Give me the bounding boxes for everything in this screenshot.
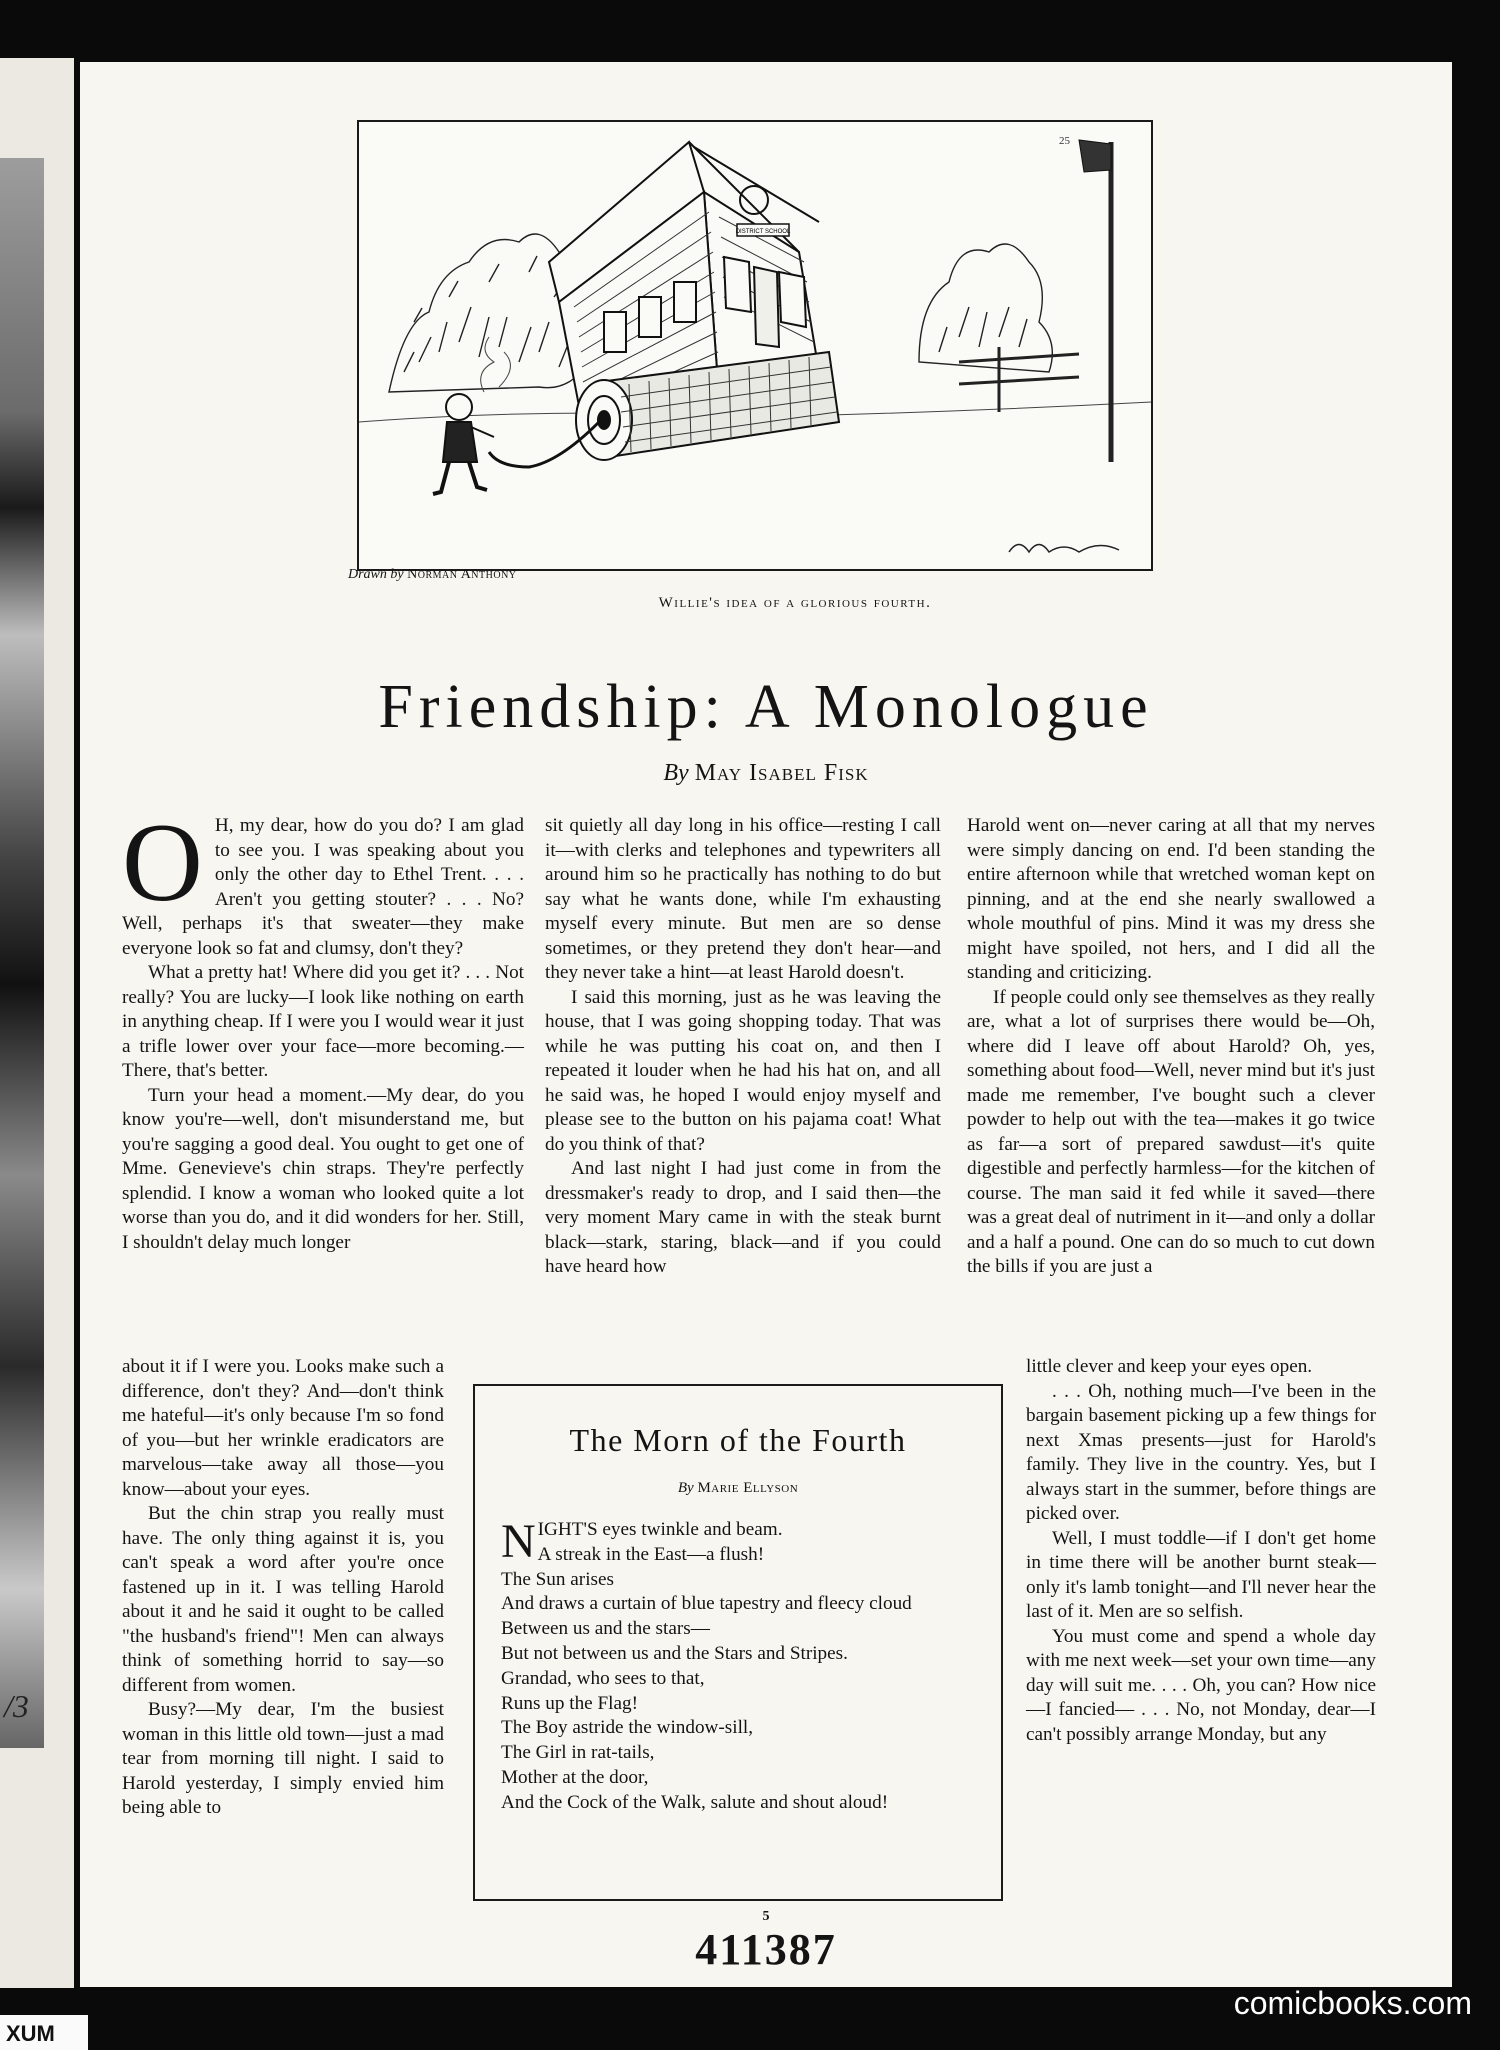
paragraph: O H, my dear, how do you do? I am glad to see you. I was speaking about you only the other day to Ethel Trent. . . . Aren't you getting stouter? . . . No? Well, perhaps it's that sweater—they make everyone look so fat and clumsy, don't they? [122,801,524,959]
paragraph: sit quietly all day long in his office—resting I call it—with clerks and telephones and typewriters all around him so he practically has nothing to do but say what he wants done, while I'm exhausting myself every minute. But men are so dense sometimes, or they pretend they don't hear—and they never take a hint—at least Harold doesn't. [545,815,941,983]
poem-line: Runs up the Flag! [501,1692,638,1714]
paragraph: little clever and keep your eyes open. [1026,1356,1313,1377]
paragraph: If people could only see themselves as they really are, what a lot of surprises there would be—Oh, where did I leave off about Harold? Oh, yes, something about food—Well, never mind but it's just made me remember, I've bought such a clever powder to help out with the tea—makes it go twice as far—a sort of prepared sawdust—it's quite digestible and perfectly harmless—for the kitchen of course. The man said it fed while it saved—there was a great deal of nutriment in it—and only a dollar and a half a pound. One can do so much to cut down the bills if you are just a [967,986,1375,1277]
poem-text [501,1515,977,1816]
poem-line: The Sun arises [501,1568,614,1590]
poem-line: And draws a curtain of blue tapestry and fleecy cloud [501,1593,912,1615]
poem-byline: By Marie Ellyson [677,1480,799,1496]
poem-title: The Morn of the Fourth [569,1422,907,1458]
previous-page-edge [0,58,74,1988]
page-number: 5 [762,1909,770,1924]
poem-box [473,1384,1003,1901]
article-column-1-continued [122,1355,444,1821]
paragraph: You must come and spend a whole day with me next week—set your own time—any day will suit me. . . . Oh, you can? How nice—I fancied— . . . No, not Monday, dear—I can't possibly arrange Monday, but any [1026,1625,1376,1745]
previous-page-photo [0,158,44,1748]
poem-line: The Boy astride the window-sill, [501,1717,754,1739]
paragraph: Harold went on—never caring at all that my nerves were simply dancing on end. I'd been standing the entire afternoon while that wretched woman kept on pinning, and at the end she nearly swallowed a whole mouthful of pins. Mind it was my dress she might have spoiled, not hers, and I did all the standing and criticizing. [967,815,1375,983]
site-watermark: comicbooks.com [1233,1985,1472,2021]
corner-tag: XUM [0,2015,88,2050]
illustration-caption: Willie's idea of a glorious fourth. [658,595,932,611]
paragraph: . . . Oh, nothing much—I've been in the bargain basement picking up a few things for next Xmas presents—just for Harold's family. They live in the country. Yes, but I always start in the summer, before things are picked over. [1026,1380,1376,1524]
poem-drop-cap: N [501,1515,536,1568]
paragraph: Busy?—My dear, I'm the busiest woman in this little old town—just a mad tear from morning till night. I said to Harold yesterday, I simply envied him being able to [122,1699,444,1818]
poem-line: And the Cock of the Walk, salute and shout aloud! [501,1791,889,1813]
archive-stamp: 411387 [695,1925,837,1974]
paragraph: What a pretty hat! Where did you get it? . . . Not really? You are lucky—I look like nothing on earth in anything cheap. If I were you I would wear it just a trifle lower over your face—more becoming.—There, that's better. [122,962,524,1081]
paragraph: But the chin strap you really must have. The only thing against it is, you can't speak a word after you're once fastened up in it. I was telling Harold about it and he said it ought to be called "the husband's friend"! Men can always think of something horrid to say—so different from women. [122,1503,444,1696]
poem-line: But not between us and the Stars and Stripes. [501,1642,848,1664]
magazine-page [80,62,1452,1987]
previous-page-fragment: /3 [4,1688,29,1724]
article-column-2 [545,814,941,1280]
svg-text:25: 25 [1059,135,1070,147]
paragraph: Well, I must toddle—if I don't get home in time there will be another burnt steak—only it's lamb tonight—and I'll never hear the last of it. Men are so selfish. [1026,1527,1376,1622]
illustration-credit: Drawn by Norman Anthony [348,567,517,582]
article-column-3 [967,814,1375,1280]
poem-line: A streak in the East—a flush! [537,1543,765,1565]
poem-line: Between us and the stars— [501,1618,710,1640]
paragraph: And last night I had just come in from the dressmaker's ready to drop, and I said then—the very moment Mary came in with the steak burnt black—stark, staring, black—and if you could have heard how [545,1158,941,1277]
article-byline: By May Isabel Fisk [663,760,869,786]
schoolhouse-illustration [357,120,1153,571]
poem-line: NIGHT'S eyes twinkle and beam. [501,1515,783,1568]
school-sign-text: DISTRICT SCHOOL [735,229,791,235]
poem-line: Grandad, who sees to that, [501,1667,705,1689]
article-column-3-continued [1026,1355,1376,1747]
paragraph: Turn your head a moment.—My dear, do you know you're—well, don't misunderstand me, but you're sagging a good deal. You ought to get one of Mme. Genevieve's chin straps. They're perfectly splendid. I know a woman who looked quite a lot worse than you do, and it did wonders for her. Still, I shouldn't delay much longer [122,1084,524,1253]
paragraph: about it if I were you. Looks make such a difference, don't they? And—don't think me hateful—it's only because I'm so fond of you—but her wrinkle eradicators are marvelous—take away all those—you know—about your eyes. [122,1356,444,1500]
poem-line: The Girl in rat-tails, [501,1742,655,1764]
poem-line: Mother at the door, [501,1766,649,1788]
paragraph: I said this morning, just as he was leaving the house, that I was going shopping today. That was while he was putting his coat on, and then I repeated it louder when he had his hat on, and all he said was, he hoped I would enjoy myself and please see to the button on his pajama coat! What do you think of that? [545,986,941,1155]
drop-cap: O [122,801,203,925]
article-title: Friendship: A Monologue [378,673,1154,741]
article-column-1 [122,801,524,1255]
